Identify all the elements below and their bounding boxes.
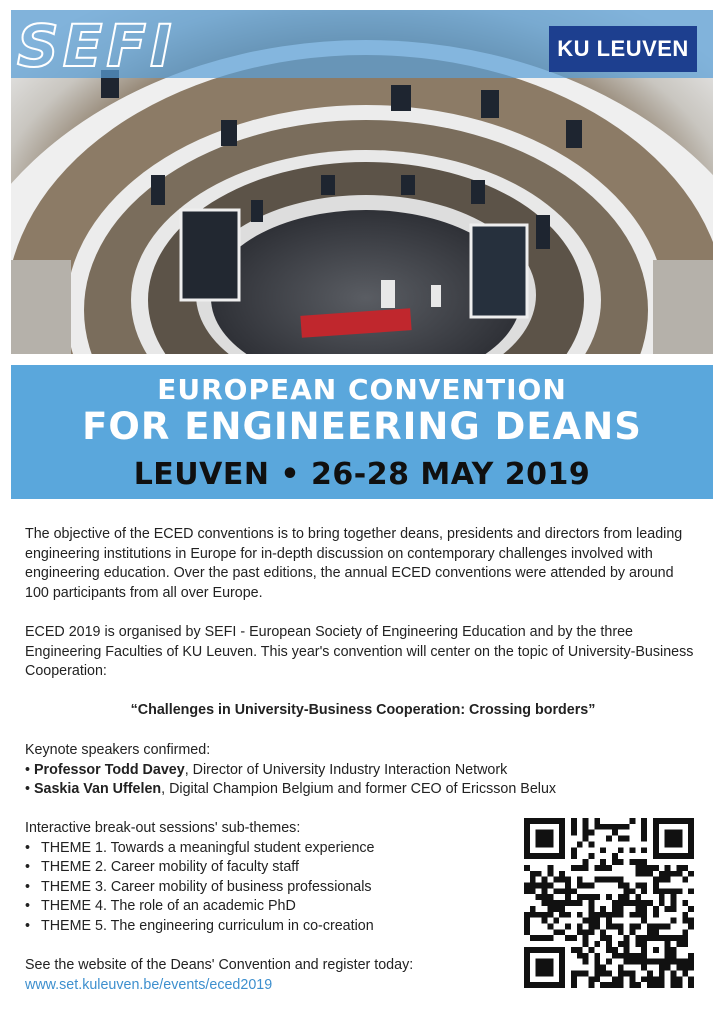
website-section: [25, 956, 505, 995]
hero-photo: [11, 10, 713, 354]
intro-paragraph-1: The objective of the ECED conventions is to bring together deans, presidents and directors from leading engineering institutions in Europe for in-depth discussion on contemporary challenges involved with engineering education. Over the past editions, the annual ECED conventions were attended by around 100 participants from all over Europe.: [25, 526, 683, 601]
speaker-role: , Director of University Industry Interaction Network: [184, 761, 508, 778]
keynote-speaker: [25, 780, 701, 800]
theme-item: • THEME 4. The role of an academic PhD: [25, 897, 505, 917]
theme-item: • THEME 5. The engineering curriculum in co-creation: [25, 917, 505, 937]
website-link[interactable]: www.set.kuleuven.be/events/eced2019: [25, 976, 273, 993]
speaker-name: Saskia Van Uffelen: [33, 781, 162, 798]
theme-item: • THEME 3. Career mobility of business professionals: [25, 878, 505, 898]
bullet: •: [25, 761, 34, 778]
ku-leuven-logo: KU LEUVEN: [549, 26, 697, 72]
themes-heading: Interactive break-out sessions' sub-themes:: [25, 820, 301, 836]
qr-code-icon: [524, 818, 694, 988]
themes-section: [25, 819, 505, 937]
title-line-1: EUROPEAN CONVENTION: [157, 373, 567, 406]
convention-topic-quote: “Challenges in University-Business Cooperation: Crossing borders”: [130, 702, 596, 718]
theme-item: • THEME 1. Towards a meaningful student experience: [25, 839, 505, 859]
event-date-location: LEUVEN • 26-28 MAY 2019: [133, 457, 591, 492]
keynote-speaker: [25, 761, 701, 781]
theme-item: • THEME 2. Career mobility of faculty staff: [25, 858, 505, 878]
bullet: •: [25, 781, 34, 798]
keynote-heading: Keynote speakers confirmed:: [25, 742, 211, 758]
speaker-role: , Digital Champion Belgium and former CEO of Ericsson Belux: [161, 781, 557, 798]
intro-paragraph-2: ECED 2019 is organised by SEFI - European Society of Engineering Education and by the three Engineering Faculties of KU Leuven. This year's convention will center on the topic of University-Business Cooperation:: [25, 624, 694, 680]
themes-list: [25, 839, 505, 937]
title-line-2: FOR ENGINEERING DEANS: [82, 405, 642, 448]
sefi-logo: SEFI: [17, 12, 176, 80]
keynote-section: [25, 741, 701, 800]
register-text: See the website of the Deans' Convention and register today:: [25, 957, 414, 973]
title-banner: [11, 365, 713, 499]
speaker-name: Professor Todd Davey: [33, 761, 185, 778]
